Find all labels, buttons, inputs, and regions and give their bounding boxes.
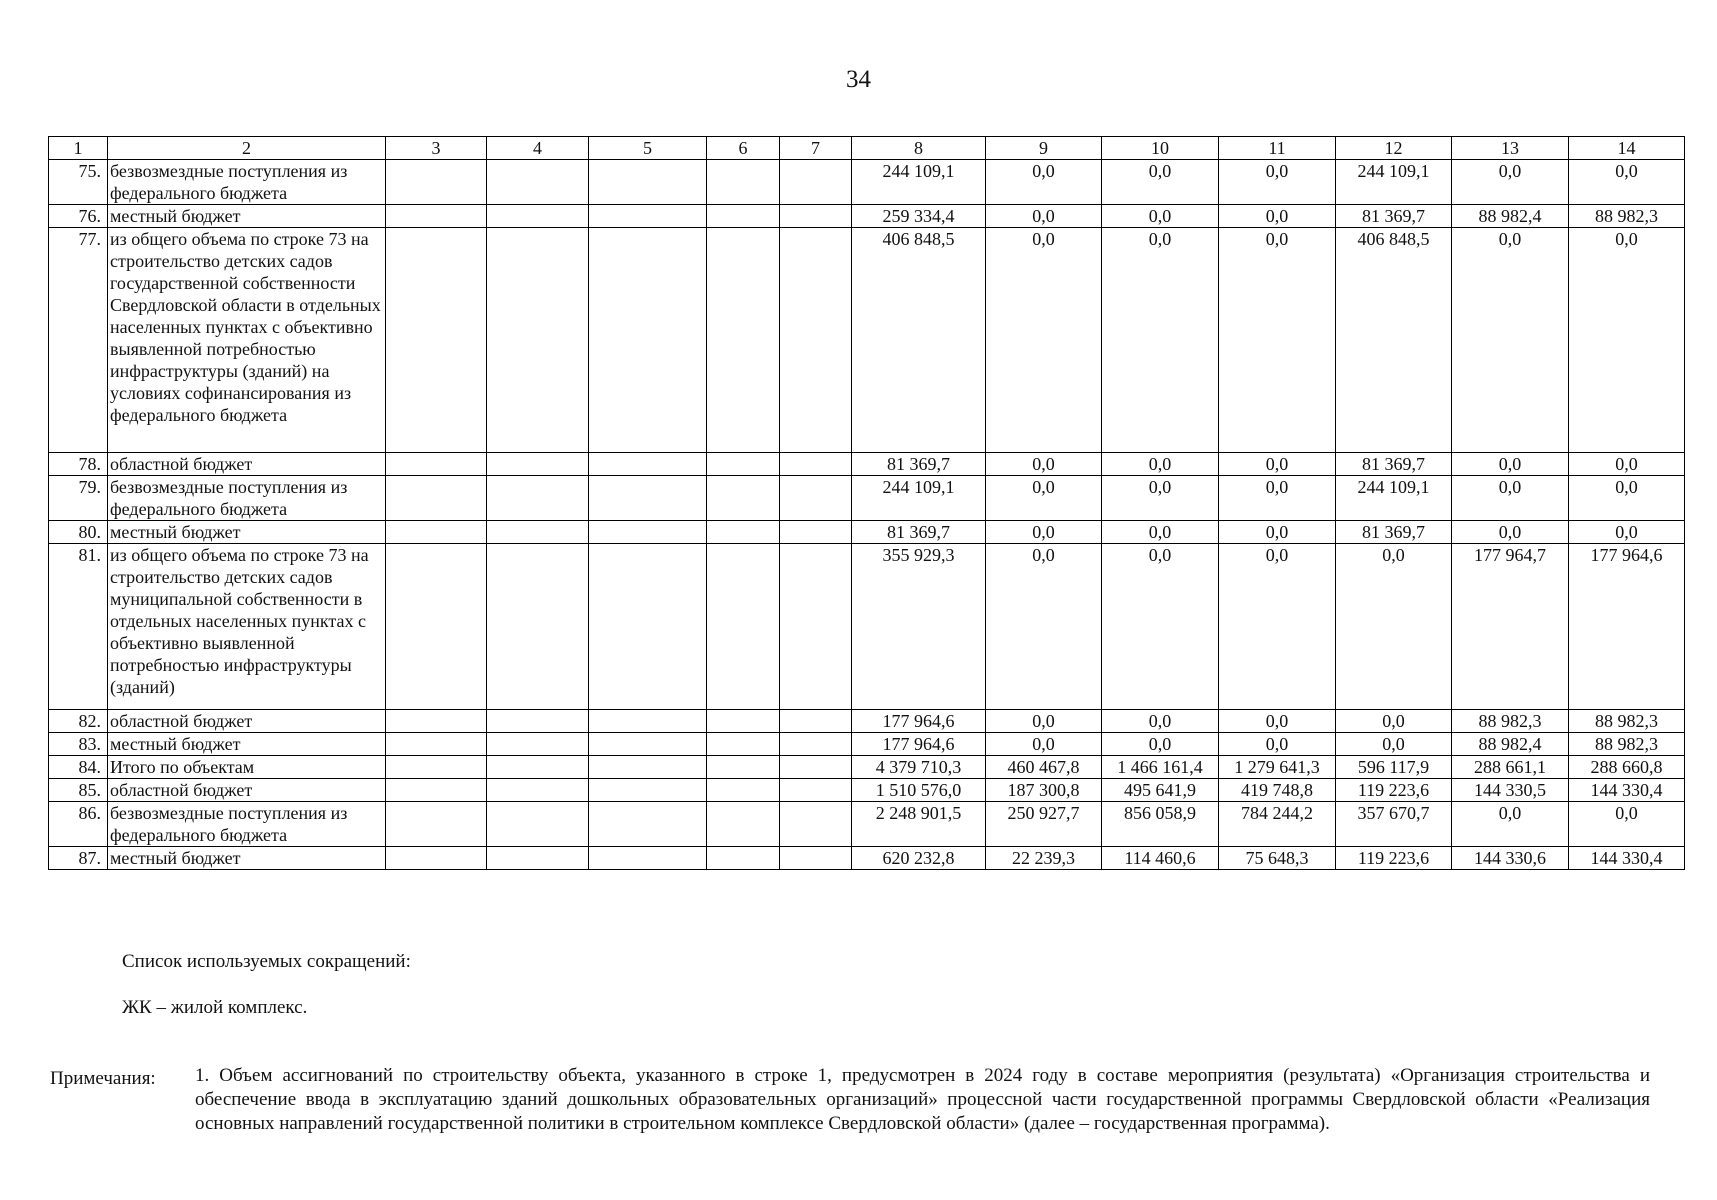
empty-cell bbox=[589, 756, 707, 779]
row-number: 87. bbox=[49, 847, 108, 870]
empty-cell bbox=[780, 802, 852, 847]
value-cell: 495 641,9 bbox=[1102, 779, 1219, 802]
row-description: местный бюджет bbox=[108, 847, 386, 870]
row-description: безвозмездные поступления из федерального бюджета bbox=[108, 802, 386, 847]
value-cell: 144 330,4 bbox=[1569, 779, 1685, 802]
value-cell: 0,0 bbox=[986, 476, 1102, 521]
value-cell: 0,0 bbox=[1102, 453, 1219, 476]
empty-cell bbox=[487, 521, 589, 544]
value-cell: 0,0 bbox=[986, 521, 1102, 544]
table-row bbox=[49, 710, 1685, 733]
abbreviations-title: Список используемых сокращений: bbox=[122, 951, 411, 972]
value-cell: 119 223,6 bbox=[1336, 847, 1452, 870]
table-row bbox=[49, 160, 1685, 205]
value-cell: 0,0 bbox=[1102, 544, 1219, 710]
value-cell: 1 510 576,0 bbox=[852, 779, 986, 802]
value-cell: 0,0 bbox=[986, 733, 1102, 756]
column-header: 4 bbox=[487, 137, 589, 160]
value-cell: 288 661,1 bbox=[1452, 756, 1569, 779]
value-cell: 419 748,8 bbox=[1219, 779, 1336, 802]
table-row bbox=[49, 733, 1685, 756]
empty-cell bbox=[386, 710, 487, 733]
column-header: 13 bbox=[1452, 137, 1569, 160]
table-row bbox=[49, 779, 1685, 802]
value-cell: 244 109,1 bbox=[852, 476, 986, 521]
value-cell: 177 964,6 bbox=[1569, 544, 1685, 710]
value-cell: 88 982,4 bbox=[1452, 733, 1569, 756]
value-cell: 0,0 bbox=[1452, 228, 1569, 453]
empty-cell bbox=[386, 779, 487, 802]
empty-cell bbox=[386, 453, 487, 476]
empty-cell bbox=[386, 521, 487, 544]
value-cell: 0,0 bbox=[1219, 544, 1336, 710]
row-description: областной бюджет bbox=[108, 453, 386, 476]
column-header: 2 bbox=[108, 137, 386, 160]
value-cell: 88 982,4 bbox=[1452, 205, 1569, 228]
value-cell: 81 369,7 bbox=[1336, 453, 1452, 476]
row-description: безвозмездные поступления из федерального бюджета bbox=[108, 476, 386, 521]
value-cell: 75 648,3 bbox=[1219, 847, 1336, 870]
value-cell: 0,0 bbox=[986, 160, 1102, 205]
column-header: 10 bbox=[1102, 137, 1219, 160]
value-cell: 0,0 bbox=[986, 205, 1102, 228]
empty-cell bbox=[707, 228, 780, 453]
value-cell: 4 379 710,3 bbox=[852, 756, 986, 779]
value-cell: 0,0 bbox=[1452, 521, 1569, 544]
value-cell: 0,0 bbox=[1569, 802, 1685, 847]
empty-cell bbox=[589, 228, 707, 453]
value-cell: 0,0 bbox=[1102, 710, 1219, 733]
row-number: 83. bbox=[49, 733, 108, 756]
row-number: 86. bbox=[49, 802, 108, 847]
row-description: местный бюджет bbox=[108, 733, 386, 756]
value-cell: 250 927,7 bbox=[986, 802, 1102, 847]
column-header: 9 bbox=[986, 137, 1102, 160]
empty-cell bbox=[780, 476, 852, 521]
empty-cell bbox=[780, 779, 852, 802]
value-cell: 244 109,1 bbox=[1336, 476, 1452, 521]
value-cell: 1 466 161,4 bbox=[1102, 756, 1219, 779]
empty-cell bbox=[707, 756, 780, 779]
row-number: 75. bbox=[49, 160, 108, 205]
empty-cell bbox=[780, 453, 852, 476]
value-cell: 244 109,1 bbox=[1336, 160, 1452, 205]
empty-cell bbox=[386, 228, 487, 453]
column-header: 3 bbox=[386, 137, 487, 160]
value-cell: 81 369,7 bbox=[1336, 205, 1452, 228]
empty-cell bbox=[386, 847, 487, 870]
table-row bbox=[49, 756, 1685, 779]
value-cell: 0,0 bbox=[1102, 521, 1219, 544]
empty-cell bbox=[780, 733, 852, 756]
empty-cell bbox=[589, 476, 707, 521]
value-cell: 355 929,3 bbox=[852, 544, 986, 710]
table-row bbox=[49, 521, 1685, 544]
row-description: из общего объема по строке 73 на строительство детских садов муниципальной собственности в отдельных населенных пунктах с объективно выявленной потребностью инфраструктуры (зданий) bbox=[108, 544, 386, 710]
value-cell: 784 244,2 bbox=[1219, 802, 1336, 847]
value-cell: 0,0 bbox=[1569, 521, 1685, 544]
empty-cell bbox=[487, 476, 589, 521]
value-cell: 244 109,1 bbox=[852, 160, 986, 205]
value-cell: 177 964,7 bbox=[1452, 544, 1569, 710]
value-cell: 259 334,4 bbox=[852, 205, 986, 228]
value-cell: 0,0 bbox=[1219, 228, 1336, 453]
empty-cell bbox=[707, 779, 780, 802]
value-cell: 0,0 bbox=[986, 228, 1102, 453]
row-number: 76. bbox=[49, 205, 108, 228]
value-cell: 0,0 bbox=[1219, 476, 1336, 521]
value-cell: 0,0 bbox=[1102, 733, 1219, 756]
column-header: 1 bbox=[49, 137, 108, 160]
value-cell: 81 369,7 bbox=[852, 521, 986, 544]
value-cell: 81 369,7 bbox=[852, 453, 986, 476]
column-header: 6 bbox=[707, 137, 780, 160]
empty-cell bbox=[780, 756, 852, 779]
value-cell: 620 232,8 bbox=[852, 847, 986, 870]
column-header: 12 bbox=[1336, 137, 1452, 160]
table-row bbox=[49, 802, 1685, 847]
empty-cell bbox=[487, 710, 589, 733]
empty-cell bbox=[386, 802, 487, 847]
value-cell: 0,0 bbox=[1102, 228, 1219, 453]
row-number: 81. bbox=[49, 544, 108, 710]
table-row bbox=[49, 205, 1685, 228]
empty-cell bbox=[487, 733, 589, 756]
value-cell: 0,0 bbox=[1336, 710, 1452, 733]
row-number: 78. bbox=[49, 453, 108, 476]
empty-cell bbox=[780, 228, 852, 453]
value-cell: 88 982,3 bbox=[1569, 205, 1685, 228]
column-header: 8 bbox=[852, 137, 986, 160]
value-cell: 0,0 bbox=[1452, 802, 1569, 847]
empty-cell bbox=[707, 476, 780, 521]
empty-cell bbox=[386, 733, 487, 756]
value-cell: 0,0 bbox=[1102, 205, 1219, 228]
empty-cell bbox=[707, 733, 780, 756]
value-cell: 596 117,9 bbox=[1336, 756, 1452, 779]
empty-cell bbox=[487, 205, 589, 228]
row-number: 82. bbox=[49, 710, 108, 733]
empty-cell bbox=[780, 544, 852, 710]
empty-cell bbox=[589, 847, 707, 870]
empty-cell bbox=[780, 205, 852, 228]
empty-cell bbox=[589, 453, 707, 476]
empty-cell bbox=[487, 847, 589, 870]
value-cell: 0,0 bbox=[1219, 710, 1336, 733]
value-cell: 144 330,4 bbox=[1569, 847, 1685, 870]
empty-cell bbox=[487, 453, 589, 476]
empty-cell bbox=[487, 544, 589, 710]
value-cell: 1 279 641,3 bbox=[1219, 756, 1336, 779]
empty-cell bbox=[386, 476, 487, 521]
empty-cell bbox=[589, 710, 707, 733]
page-number: 34 bbox=[846, 66, 871, 93]
value-cell: 288 660,8 bbox=[1569, 756, 1685, 779]
table-row bbox=[49, 847, 1685, 870]
row-description: местный бюджет bbox=[108, 205, 386, 228]
value-cell: 0,0 bbox=[986, 710, 1102, 733]
value-cell: 406 848,5 bbox=[852, 228, 986, 453]
value-cell: 0,0 bbox=[1219, 205, 1336, 228]
value-cell: 88 982,3 bbox=[1452, 710, 1569, 733]
value-cell: 0,0 bbox=[986, 453, 1102, 476]
value-cell: 0,0 bbox=[1452, 453, 1569, 476]
row-number: 79. bbox=[49, 476, 108, 521]
table-header-row bbox=[49, 137, 1685, 160]
empty-cell bbox=[589, 521, 707, 544]
empty-cell bbox=[780, 521, 852, 544]
value-cell: 119 223,6 bbox=[1336, 779, 1452, 802]
row-description: областной бюджет bbox=[108, 779, 386, 802]
value-cell: 2 248 901,5 bbox=[852, 802, 986, 847]
value-cell: 0,0 bbox=[1569, 476, 1685, 521]
empty-cell bbox=[589, 802, 707, 847]
row-number: 77. bbox=[49, 228, 108, 453]
value-cell: 88 982,3 bbox=[1569, 733, 1685, 756]
empty-cell bbox=[589, 733, 707, 756]
empty-cell bbox=[589, 779, 707, 802]
empty-cell bbox=[487, 228, 589, 453]
row-number: 85. bbox=[49, 779, 108, 802]
empty-cell bbox=[386, 756, 487, 779]
value-cell: 187 300,8 bbox=[986, 779, 1102, 802]
empty-cell bbox=[589, 160, 707, 205]
value-cell: 177 964,6 bbox=[852, 710, 986, 733]
value-cell: 0,0 bbox=[1219, 733, 1336, 756]
empty-cell bbox=[780, 847, 852, 870]
table-row bbox=[49, 544, 1685, 710]
column-header: 7 bbox=[780, 137, 852, 160]
empty-cell bbox=[780, 160, 852, 205]
value-cell: 0,0 bbox=[986, 544, 1102, 710]
value-cell: 177 964,6 bbox=[852, 733, 986, 756]
row-number: 80. bbox=[49, 521, 108, 544]
empty-cell bbox=[707, 453, 780, 476]
empty-cell bbox=[707, 802, 780, 847]
empty-cell bbox=[707, 710, 780, 733]
row-description: местный бюджет bbox=[108, 521, 386, 544]
empty-cell bbox=[487, 802, 589, 847]
value-cell: 0,0 bbox=[1102, 160, 1219, 205]
empty-cell bbox=[707, 205, 780, 228]
empty-cell bbox=[707, 160, 780, 205]
value-cell: 0,0 bbox=[1102, 476, 1219, 521]
empty-cell bbox=[589, 544, 707, 710]
row-description: из общего объема по строке 73 на строительство детских садов государственной собственности Свердловской области в отдельных населенных пунктах с объективно выявленной потребностью инфраструктуры (зданий) на условиях софинансирования из федерального бюджета bbox=[108, 228, 386, 453]
empty-cell bbox=[707, 847, 780, 870]
empty-cell bbox=[707, 521, 780, 544]
empty-cell bbox=[780, 710, 852, 733]
abbreviation-item: ЖК – жилой комплекс. bbox=[122, 997, 308, 1018]
value-cell: 0,0 bbox=[1336, 733, 1452, 756]
value-cell: 357 670,7 bbox=[1336, 802, 1452, 847]
row-description: безвозмездные поступления из федерального бюджета bbox=[108, 160, 386, 205]
value-cell: 0,0 bbox=[1219, 521, 1336, 544]
value-cell: 406 848,5 bbox=[1336, 228, 1452, 453]
value-cell: 0,0 bbox=[1569, 228, 1685, 453]
row-description: Итого по объектам bbox=[108, 756, 386, 779]
empty-cell bbox=[386, 160, 487, 205]
value-cell: 22 239,3 bbox=[986, 847, 1102, 870]
value-cell: 144 330,5 bbox=[1452, 779, 1569, 802]
value-cell: 460 467,8 bbox=[986, 756, 1102, 779]
table-row bbox=[49, 453, 1685, 476]
value-cell: 0,0 bbox=[1219, 160, 1336, 205]
value-cell: 0,0 bbox=[1569, 160, 1685, 205]
empty-cell bbox=[589, 205, 707, 228]
row-number: 84. bbox=[49, 756, 108, 779]
value-cell: 0,0 bbox=[1336, 544, 1452, 710]
value-cell: 0,0 bbox=[1569, 453, 1685, 476]
empty-cell bbox=[487, 756, 589, 779]
notes-text: 1. Объем ассигнований по строительству объекта, указанного в строке 1, предусмотрен в 2024 году в составе мероприятия (результата) «Организация строительства и обеспечение ввода в эксплуатацию зданий дошкольных образовательных организаций» процессной части государственной программы Свердловской области «Реализация основных направлений государственной политики в строительном комплексе Свердловской области» (далее – государственная программа). bbox=[195, 1065, 1650, 1134]
value-cell: 0,0 bbox=[1219, 453, 1336, 476]
empty-cell bbox=[487, 779, 589, 802]
column-header: 5 bbox=[589, 137, 707, 160]
value-cell: 0,0 bbox=[1452, 160, 1569, 205]
value-cell: 144 330,6 bbox=[1452, 847, 1569, 870]
table-row bbox=[49, 228, 1685, 453]
budget-table bbox=[48, 136, 1685, 870]
column-header: 11 bbox=[1219, 137, 1336, 160]
value-cell: 0,0 bbox=[1452, 476, 1569, 521]
empty-cell bbox=[707, 544, 780, 710]
row-description: областной бюджет bbox=[108, 710, 386, 733]
column-header: 14 bbox=[1569, 137, 1685, 160]
value-cell: 856 058,9 bbox=[1102, 802, 1219, 847]
empty-cell bbox=[386, 205, 487, 228]
table-row bbox=[49, 476, 1685, 521]
value-cell: 81 369,7 bbox=[1336, 521, 1452, 544]
value-cell: 114 460,6 bbox=[1102, 847, 1219, 870]
empty-cell bbox=[487, 160, 589, 205]
value-cell: 88 982,3 bbox=[1569, 710, 1685, 733]
notes-label: Примечания: bbox=[50, 1068, 156, 1089]
empty-cell bbox=[386, 544, 487, 710]
